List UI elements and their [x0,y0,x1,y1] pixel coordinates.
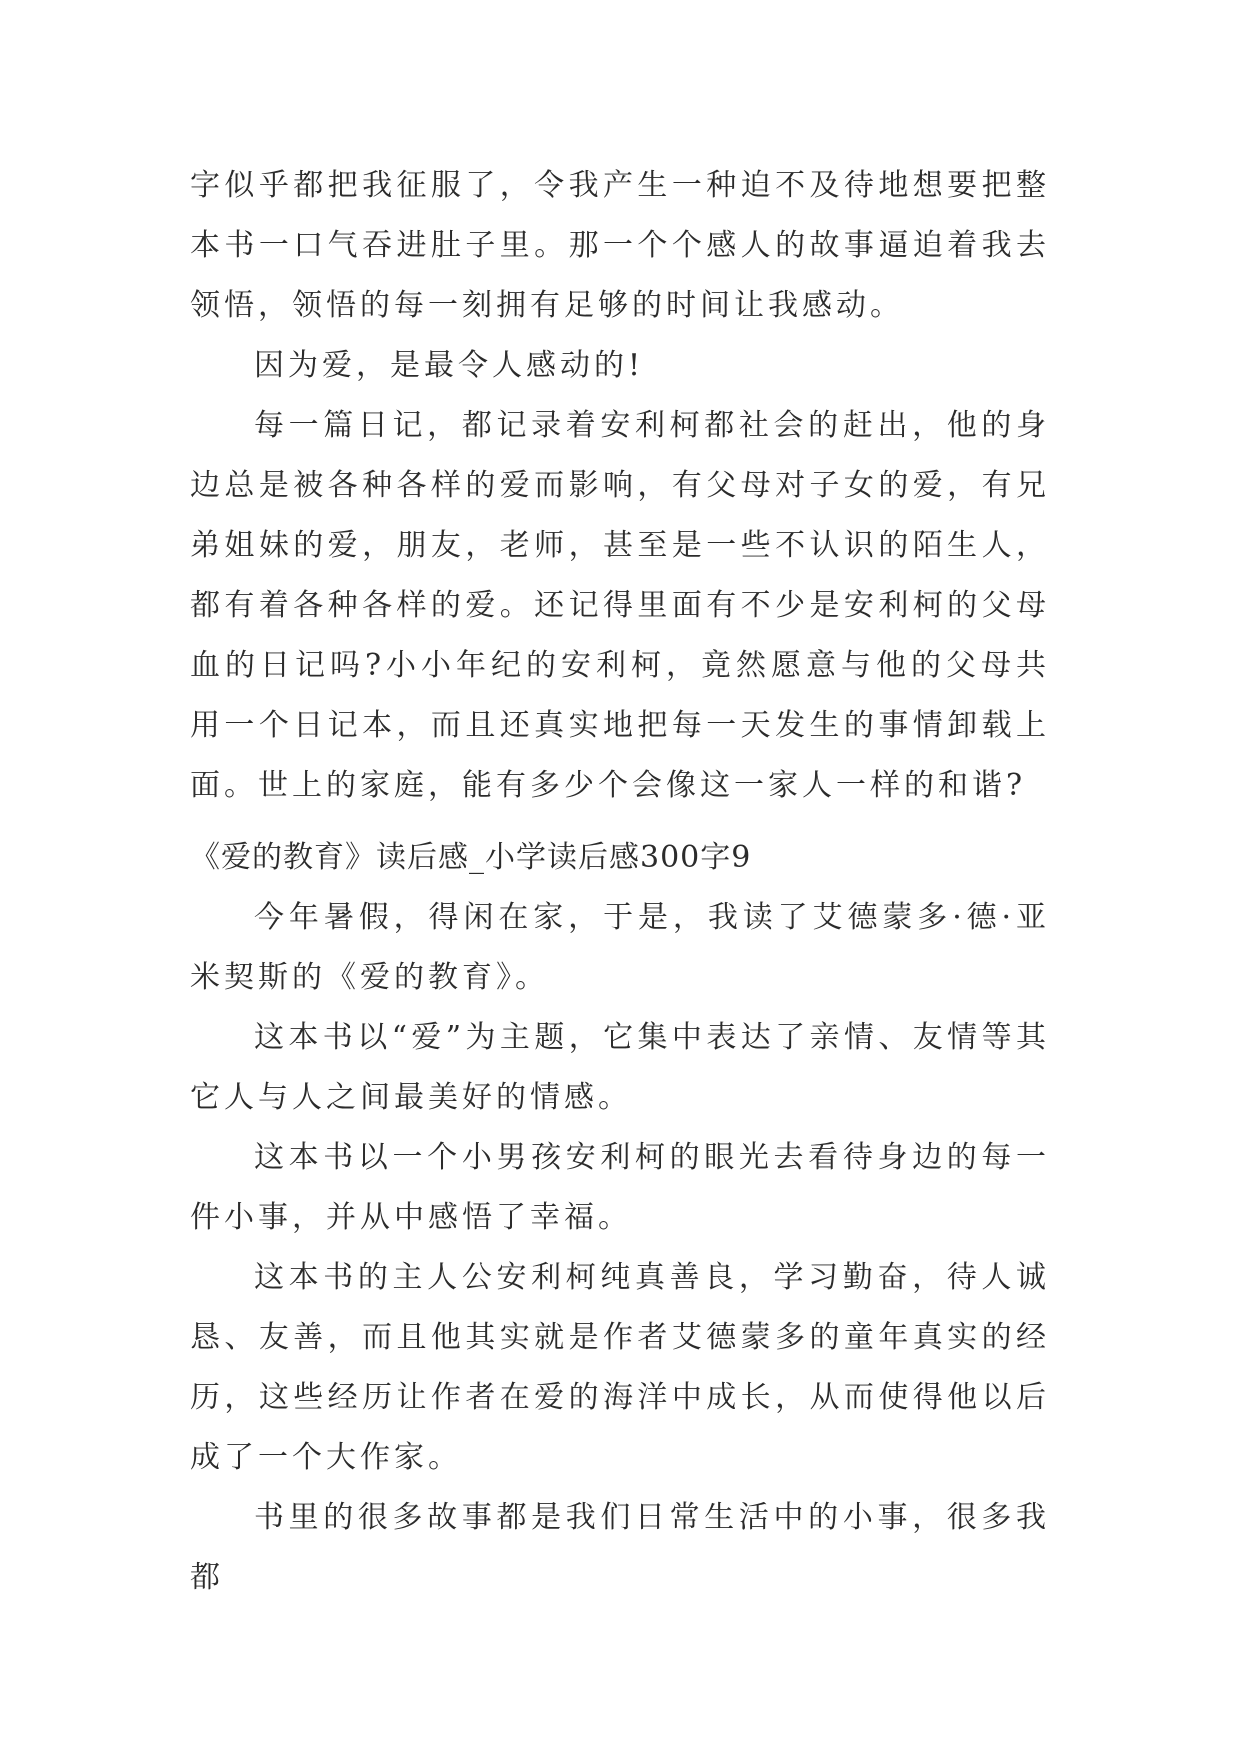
essay-section [190,828,1050,1608]
paragraph-stories: 书里的很多故事都是我们日常生活中的小事，很多我都 [190,1500,1050,1595]
paragraph-protagonist: 这本书的主人公安利柯纯真善良，学习勤奋，待人诚恳、友善，而且他其实就是作者艾德蒙多的童年真实的经历，这些经历让作者在爱的海洋中成长，从而使得他以后成了一个大作家。 [190,1260,1050,1475]
section-heading: 《爱的教育》读后感_小学读后感300字9 [190,840,752,875]
paragraph-perspective: 这本书以一个小男孩安利柯的眼光去看待身边的每一件小事，并从中感悟了幸福。 [190,1140,1050,1235]
essay-continuation [190,156,1050,816]
paragraph-love-moving: 因为爱，是最令人感动的! [254,348,645,383]
paragraph-summer: 今年暑假，得闲在家，于是，我读了艾德蒙多·德·亚米契斯的《爱的教育》。 [190,900,1050,995]
paragraph-diary: 每一篇日记，都记录着安利柯都社会的赶出，他的身边总是被各种各样的爱而影响，有父母对子女的爱，有兄弟姐妹的爱，朋友，老师，甚至是一些不认识的陌生人，都有着各种各样的爱。还记得里面有不少是安利柯的父母血的日记吗?小小年纪的安利柯，竟然愿意与他的父母共用一个日记本，而且还真实地把每一天发生的事情卸载上面。世上的家庭，能有多少个会像这一家人一样的和谐? [190,408,1050,803]
paragraph-theme: 这本书以“爱”为主题，它集中表达了亲情、友情等其它人与人之间最美好的情感。 [190,1020,1050,1115]
paragraph-continued: 字似乎都把我征服了，令我产生一种迫不及待地想要把整本书一口气吞进肚子里。那一个个感人的故事逼迫着我去领悟，领悟的每一刻拥有足够的时间让我感动。 [190,168,1050,323]
